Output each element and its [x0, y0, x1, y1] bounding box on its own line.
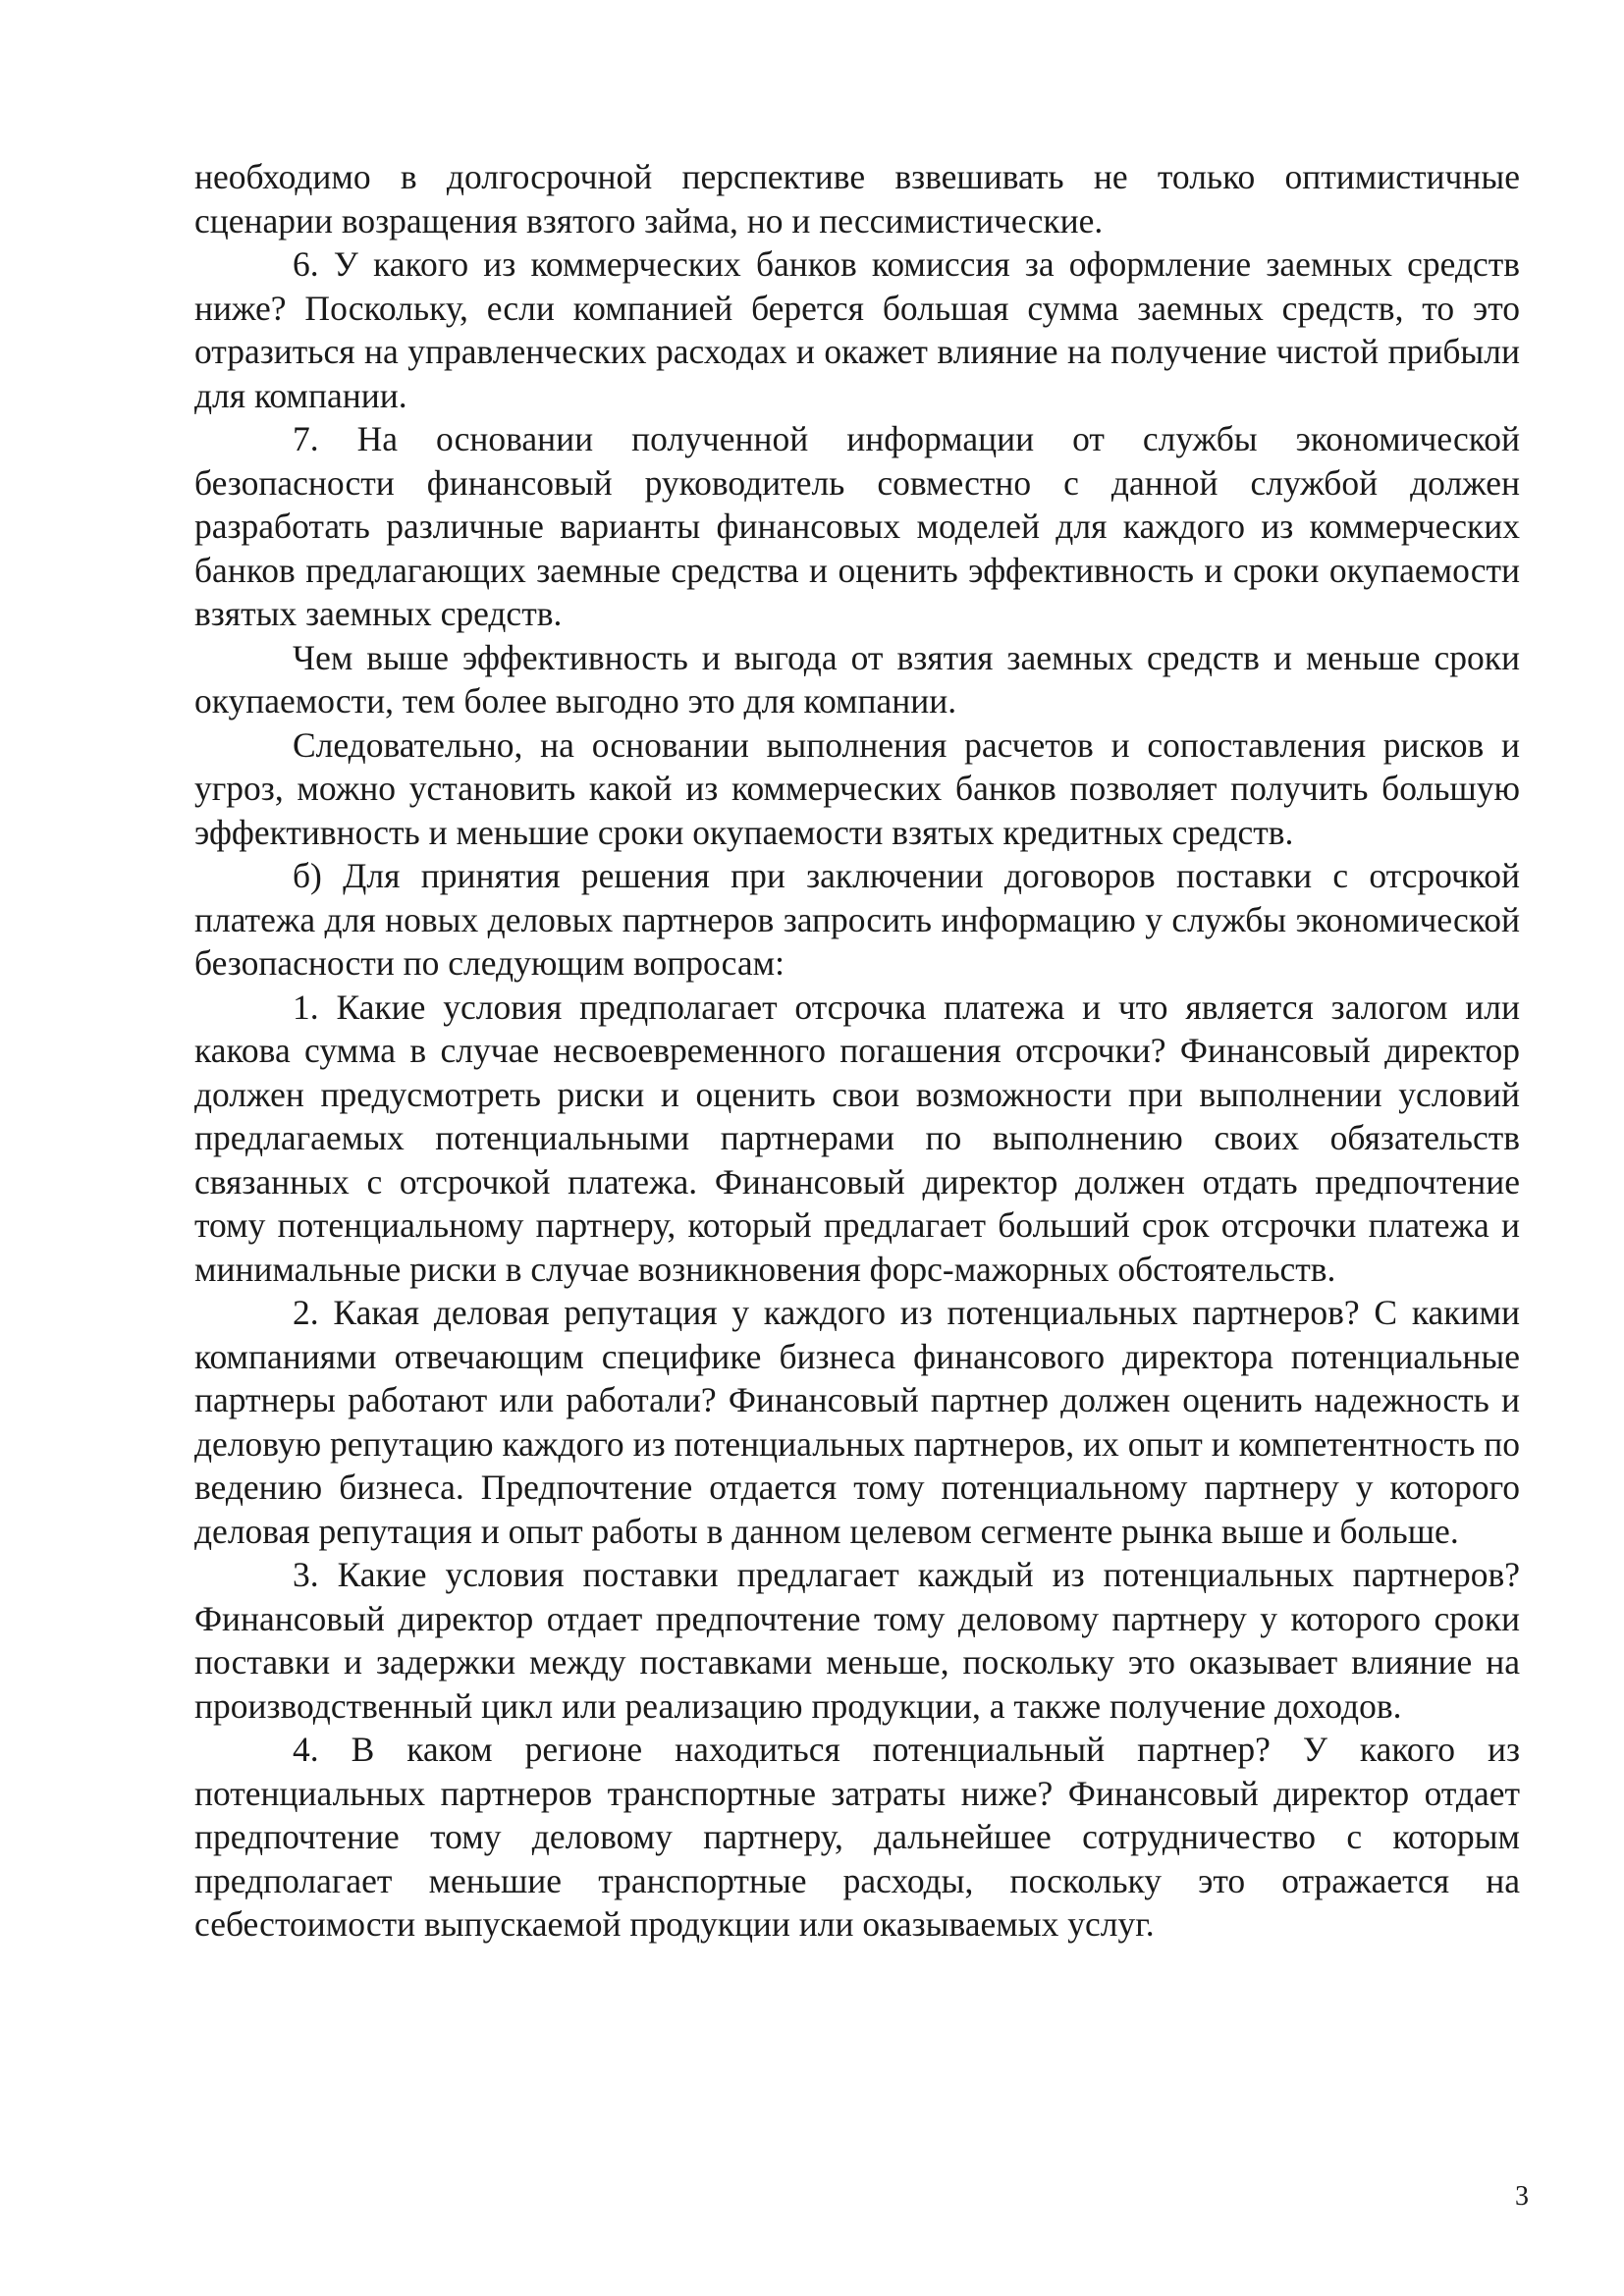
paragraph-question-3: 3. Какие условия поставки предлагает каждый из потенциальных партнеров? Финансовый директор отдает предпочтение тому деловому партнеру у которого сроки поставки и задержки между поставками меньше, поскольку это оказывает влияние на производственный цикл или реализацию продукции, а также получение доходов.	[194, 1555, 1520, 1726]
paragraph-question-1: 1. Какие условия предполагает отсрочка платежа и что является залогом или какова сумма в случае несвоевременного погашения отсрочки? Финансовый директор должен предусмотреть риски и оценить свои возможности при выполнении условий предлагаемых потенциальными партнерами по выполнению своих обязательств связанных с отсрочкой платежа. Финансовый директор должен отдать предпочтение тому потенциальному партнеру, который предлагает больший срок отсрочки платежа и минимальные риски в случае возникновения форс-мажорных обстоятельств.	[194, 987, 1520, 1289]
paragraph-section-b: б) Для принятия решения при заключении договоров поставки с отсрочкой платежа для новых деловых партнеров запросить информацию у службы экономической безопасности по следующим вопросам:	[194, 856, 1520, 983]
paragraph-conclusion: Следовательно, на основании выполнения расчетов и сопоставления рисков и угроз, можно установить какой из коммерческих банков позволяет получить большую эффективность и меньшие сроки окупаемости взятых кредитных средств.	[194, 724, 1520, 852]
paragraph-question-4: 4. В каком регионе находиться потенциальный партнер? У какого из потенциальных партнеров транспортные затраты ниже? Финансовый директор отдает предпочтение тому деловому партнеру, дальнейшее сотрудничество с которым предполагает меньшие транспортные расходы, поскольку это отражается на себестоимости выпускаемой продукции или оказываемых услуг.	[194, 1730, 1520, 1944]
paragraph-item-7: 7. На основании полученной информации от службы экономической безопасности финансовый руководитель совместно с данной службой должен разработать различные варианты финансовых моделей для каждого из коммерческих банков предлагающих заемные средства и оценить эффективность и сроки окупаемости взятых заемных средств.	[194, 419, 1520, 633]
paragraph-question-2: 2. Какая деловая репутация у каждого из потенциальных партнеров? С какими компаниями отвечающим специфике бизнеса финансового директора потенциальные партнеры работают или работали? Финансовый партнер должен оценить надежность и деловую репутацию каждого из потенциальных партнеров, их опыт и компетентность по ведению бизнеса. Предпочтение отдается тому потенциальному партнеру у которого деловая репутация и опыт работы в данном целевом сегменте рынка выше и больше.	[194, 1293, 1520, 1551]
page-number: 3	[1515, 2181, 1529, 2212]
paragraph-item-6: 6. У какого из коммерческих банков комиссия за оформление заемных средств ниже? Поскольку, если компанией берется большая сумма заемных средств, то это отразиться на управленческих расходах и окажет влияние на получение чистой прибыли для компании.	[194, 244, 1520, 415]
document-body	[194, 155, 1520, 1947]
paragraph-continuation: необходимо в долгосрочной перспективе взвешивать не только оптимистичные сценарии возращения взятого займа, но и пессимистические.	[194, 157, 1520, 240]
paragraph-efficiency: Чем выше эффективность и выгода от взятия заемных средств и меньше сроки окупаемости, тем более выгодно это для компании.	[194, 637, 1520, 721]
